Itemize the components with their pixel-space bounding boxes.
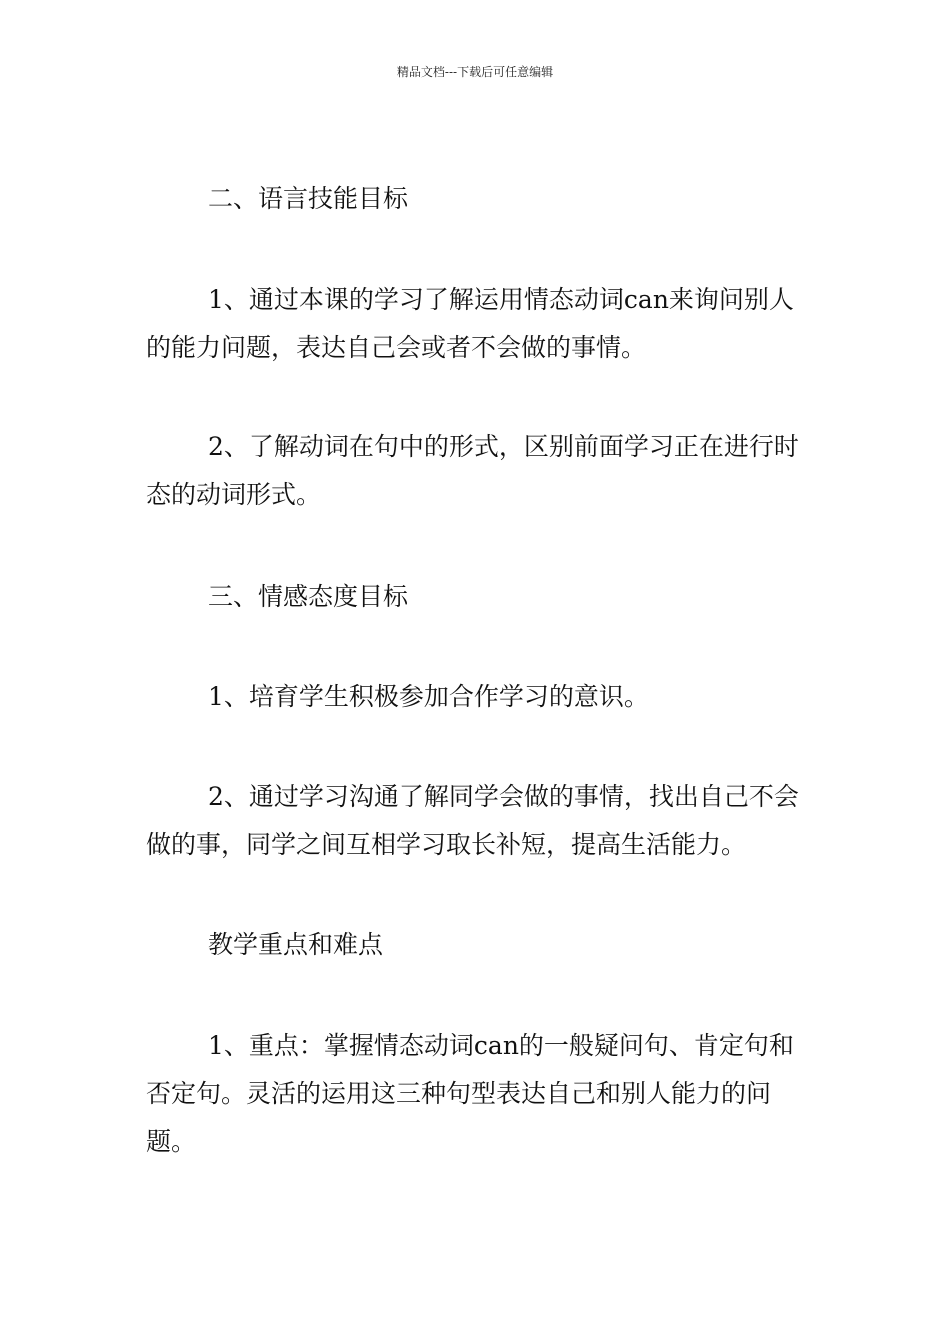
paragraph-attitude-2: 2、通过学习沟通了解同学会做的事情，找出自己不会做的事，同学之间互相学习取长补短，提高生活能力。 — [146, 782, 799, 859]
section-heading-attitude: 三、情感态度目标 — [208, 582, 409, 611]
paragraph-skills-2: 2、了解动词在句中的形式，区别前面学习正在进行时态的动词形式。 — [146, 432, 799, 509]
page-header: 精品文档---下载后可任意编辑 — [396, 65, 554, 79]
paragraph-key-1: 1、重点：掌握情态动词can的一般疑问句、肯定句和否定句。灵活的运用这三种句型表达自己和别人能力的问题。 — [146, 1031, 794, 1156]
section-heading-language-skills: 二、语言技能目标 — [208, 184, 409, 213]
paragraph-skills-1: 1、通过本课的学习了解运用情态动词can来询问别人的能力问题，表达自己会或者不会做的事情。 — [146, 285, 794, 362]
paragraph-attitude-1: 1、培育学生积极参加合作学习的意识。 — [208, 682, 649, 711]
section-heading-key-points: 教学重点和难点 — [208, 930, 384, 959]
